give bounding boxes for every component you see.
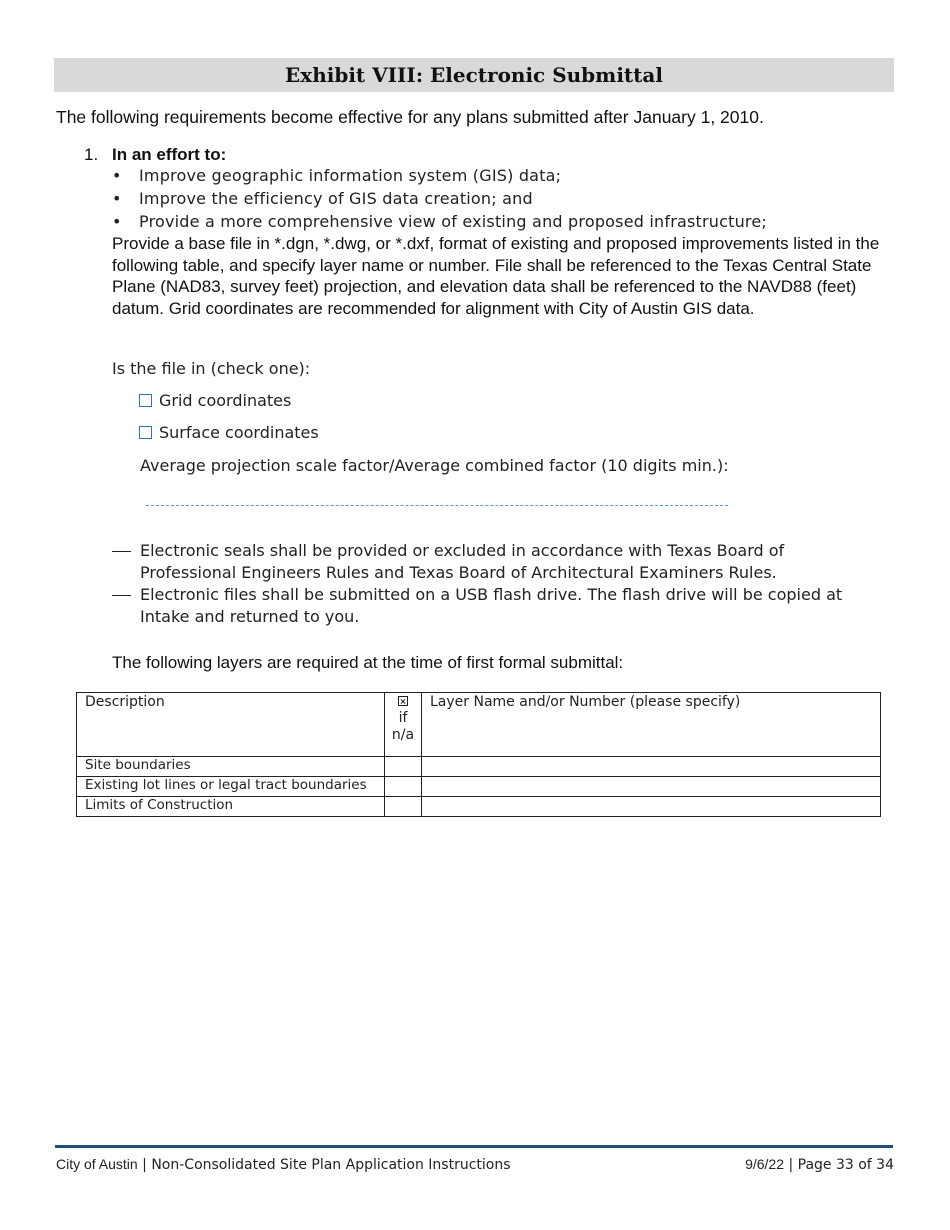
row-description: Limits of Construction — [77, 797, 385, 817]
bullet-text: Improve geographic information system (GIS) data; — [139, 166, 562, 185]
dash-item-text: Electronic files shall be submitted on a USB flash drive. The flash drive will be copied at Intake and returned to you. — [140, 585, 843, 626]
row-description: Existing lot lines or legal tract boundaries — [77, 777, 385, 797]
header-description: Description — [77, 693, 385, 757]
dash-icon — [112, 595, 131, 596]
bullet-item — [112, 166, 561, 185]
scale-factor-label: Average projection scale factor/Average combined factor (10 digits min.): — [140, 456, 729, 475]
row-na-cell[interactable] — [385, 797, 422, 817]
bullet-dot-icon: • — [112, 166, 122, 185]
footer-date: 9/6/22 — [745, 1156, 784, 1172]
bullet-dot-icon: • — [112, 189, 122, 208]
footer-right — [745, 1156, 894, 1173]
footer-org: City of Austin — [56, 1156, 138, 1172]
row-layer-cell[interactable] — [422, 757, 881, 777]
item-heading: In an effort to: — [112, 145, 227, 164]
grid-coordinates-checkbox[interactable] — [139, 394, 152, 407]
surface-coordinates-option[interactable] — [139, 423, 319, 442]
bullet-text: Provide a more comprehensive view of existing and proposed infrastructure; — [139, 212, 767, 231]
footer-separator: | — [788, 1157, 798, 1173]
row-na-cell[interactable] — [385, 777, 422, 797]
bullet-item — [112, 189, 533, 208]
checked-box-icon — [398, 696, 408, 706]
row-na-cell[interactable] — [385, 757, 422, 777]
surface-coordinates-checkbox[interactable] — [139, 426, 152, 439]
bullet-item — [112, 212, 767, 231]
layers-table — [76, 692, 881, 817]
option-label: Grid coordinates — [159, 391, 292, 410]
dash-list-item — [112, 540, 882, 583]
table-row — [77, 777, 881, 797]
bullet-text: Improve the efficiency of GIS data creation; and — [139, 189, 533, 208]
table-header-row — [77, 693, 881, 757]
base-file-paragraph: Provide a base file in *.dgn, *.dwg, or *.dxf, format of existing and proposed improvements listed in the following table, and specify layer name or number. File shall be referenced to the Texas Central State Plane (NAD83, survey feet) projection, and elevation data shall be referenced to the NAVD88 (feet) datum. Grid coordinates are recommended for alignment with City of Austin GIS data. — [112, 234, 880, 318]
footer-separator: | — [142, 1157, 152, 1173]
footer-page-number: Page 33 of 34 — [797, 1157, 894, 1173]
header-na — [385, 693, 422, 757]
intro-text: The following requirements become effective for any plans submitted after January 1, 2010. — [56, 107, 764, 127]
check-question: Is the file in (check one): — [112, 359, 311, 378]
row-description: Site boundaries — [77, 757, 385, 777]
grid-coordinates-option[interactable] — [139, 391, 291, 410]
layers-intro: The following layers are required at the time of first formal submittal: — [112, 653, 624, 672]
footer-doc-title: Non-Consolidated Site Plan Application Instructions — [151, 1157, 511, 1173]
header-layer-name: Layer Name and/or Number (please specify) — [422, 693, 881, 757]
table-row — [77, 757, 881, 777]
dash-list-item — [112, 584, 882, 627]
table-row — [77, 797, 881, 817]
dash-item-text: Electronic seals shall be provided or excluded in accordance with Texas Board of Professional Engineers Rules and Texas Board of Architectural Examiners Rules. — [140, 541, 785, 582]
page-title: Exhibit VIII: Electronic Submittal — [54, 58, 894, 92]
na-label: if n/a — [391, 710, 415, 743]
scale-factor-blank-field[interactable] — [146, 505, 728, 506]
footer-rule — [55, 1145, 893, 1148]
footer-left — [56, 1156, 511, 1173]
item-number: 1. — [84, 145, 99, 164]
option-label: Surface coordinates — [159, 423, 319, 442]
row-layer-cell[interactable] — [422, 777, 881, 797]
bullet-dot-icon: • — [112, 212, 122, 231]
dash-icon — [112, 551, 131, 552]
row-layer-cell[interactable] — [422, 797, 881, 817]
